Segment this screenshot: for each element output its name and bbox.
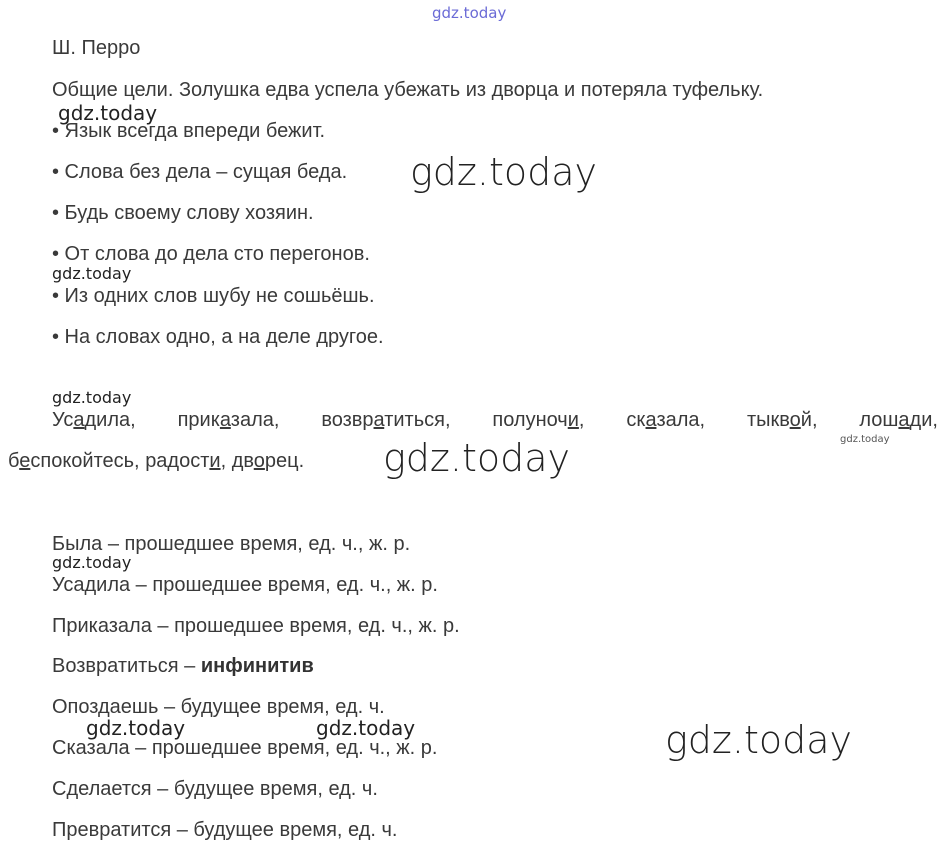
watermark-top: gdz.today <box>432 4 507 22</box>
stress-vowel: а <box>373 409 385 431</box>
verb-analysis-item: Приказала – прошедшее время, ед. ч., ж. р. <box>52 615 460 637</box>
proverb-item: • От слова до дела сто перегонов. <box>52 243 370 265</box>
watermark: gdz.today <box>52 553 132 572</box>
proverb-item: • Язык всегда впереди бежит. <box>52 120 326 142</box>
stressed-word: сказала, <box>626 409 706 431</box>
stress-vowel: и <box>567 409 579 431</box>
stressed-words-row-2 <box>8 449 304 473</box>
stress-vowel: а <box>645 409 657 431</box>
verb-analysis-item: Превратится – будущее время, ед. ч. <box>52 819 398 841</box>
watermark: gdz.today <box>86 716 186 740</box>
stress-vowel: е <box>19 450 31 472</box>
proverb-item: • Будь своему слову хозяин. <box>52 202 314 224</box>
proverb-item: • Слова без дела – сущая беда. <box>52 161 348 183</box>
watermark-tiny: gdz.today <box>840 434 890 445</box>
watermark: gdz.today <box>58 101 158 125</box>
watermark: gdz.today <box>52 388 132 407</box>
stress-vowel: о <box>253 450 265 472</box>
stressed-word: приказала, <box>177 409 280 431</box>
goals-text: Общие цели. Золушка едва успела убежать из дворца и потеряла туфельку. <box>52 79 764 101</box>
stressed-word: полуночи, <box>492 409 585 431</box>
watermark-large: gdz.today <box>410 150 597 194</box>
bold-term: инфинитив <box>200 655 314 677</box>
watermark-large: gdz.today <box>665 718 852 762</box>
stressed-word: дворец. <box>231 450 305 472</box>
verb-analysis-item: Возвратиться – инфинитив <box>52 655 314 677</box>
stressed-word: радости, <box>145 450 227 472</box>
proverb-item: • На словах одно, а на деле другое. <box>52 326 384 348</box>
stressed-words-row <box>52 408 938 432</box>
verb-analysis-item: Усадила – прошедшее время, ед. ч., ж. р. <box>52 574 438 596</box>
verb-analysis-item: Сделается – будущее время, ед. ч. <box>52 778 378 800</box>
verb-analysis-item: Опоздаешь – будущее время, ед. ч. <box>52 696 385 718</box>
stressed-word: Усадила, <box>52 409 136 431</box>
watermark-large: gdz.today <box>383 436 570 480</box>
stress-vowel: и <box>209 450 221 472</box>
watermark: gdz.today <box>316 716 416 740</box>
verb-analysis-item: Была – прошедшее время, ед. ч., ж. р. <box>52 533 411 555</box>
stress-vowel: а <box>73 409 85 431</box>
stress-vowel: а <box>898 409 910 431</box>
stressed-word: возвратиться, <box>321 409 451 431</box>
proverb-item: • Из одних слов шубу не сошьёшь. <box>52 285 375 307</box>
watermark-hidden: gdz.today <box>600 842 650 853</box>
stress-vowel: а <box>219 409 231 431</box>
stress-vowel: о <box>789 409 801 431</box>
author: Ш. Перро <box>52 37 141 59</box>
verb-analysis-item: Сказала – прошедшее время, ед. ч., ж. р. <box>52 737 438 759</box>
stressed-word: лошади, <box>859 409 938 431</box>
watermark: gdz.today <box>52 264 132 283</box>
stressed-word: беспокойтесь, <box>8 450 140 472</box>
stressed-word: тыквой, <box>746 409 818 431</box>
